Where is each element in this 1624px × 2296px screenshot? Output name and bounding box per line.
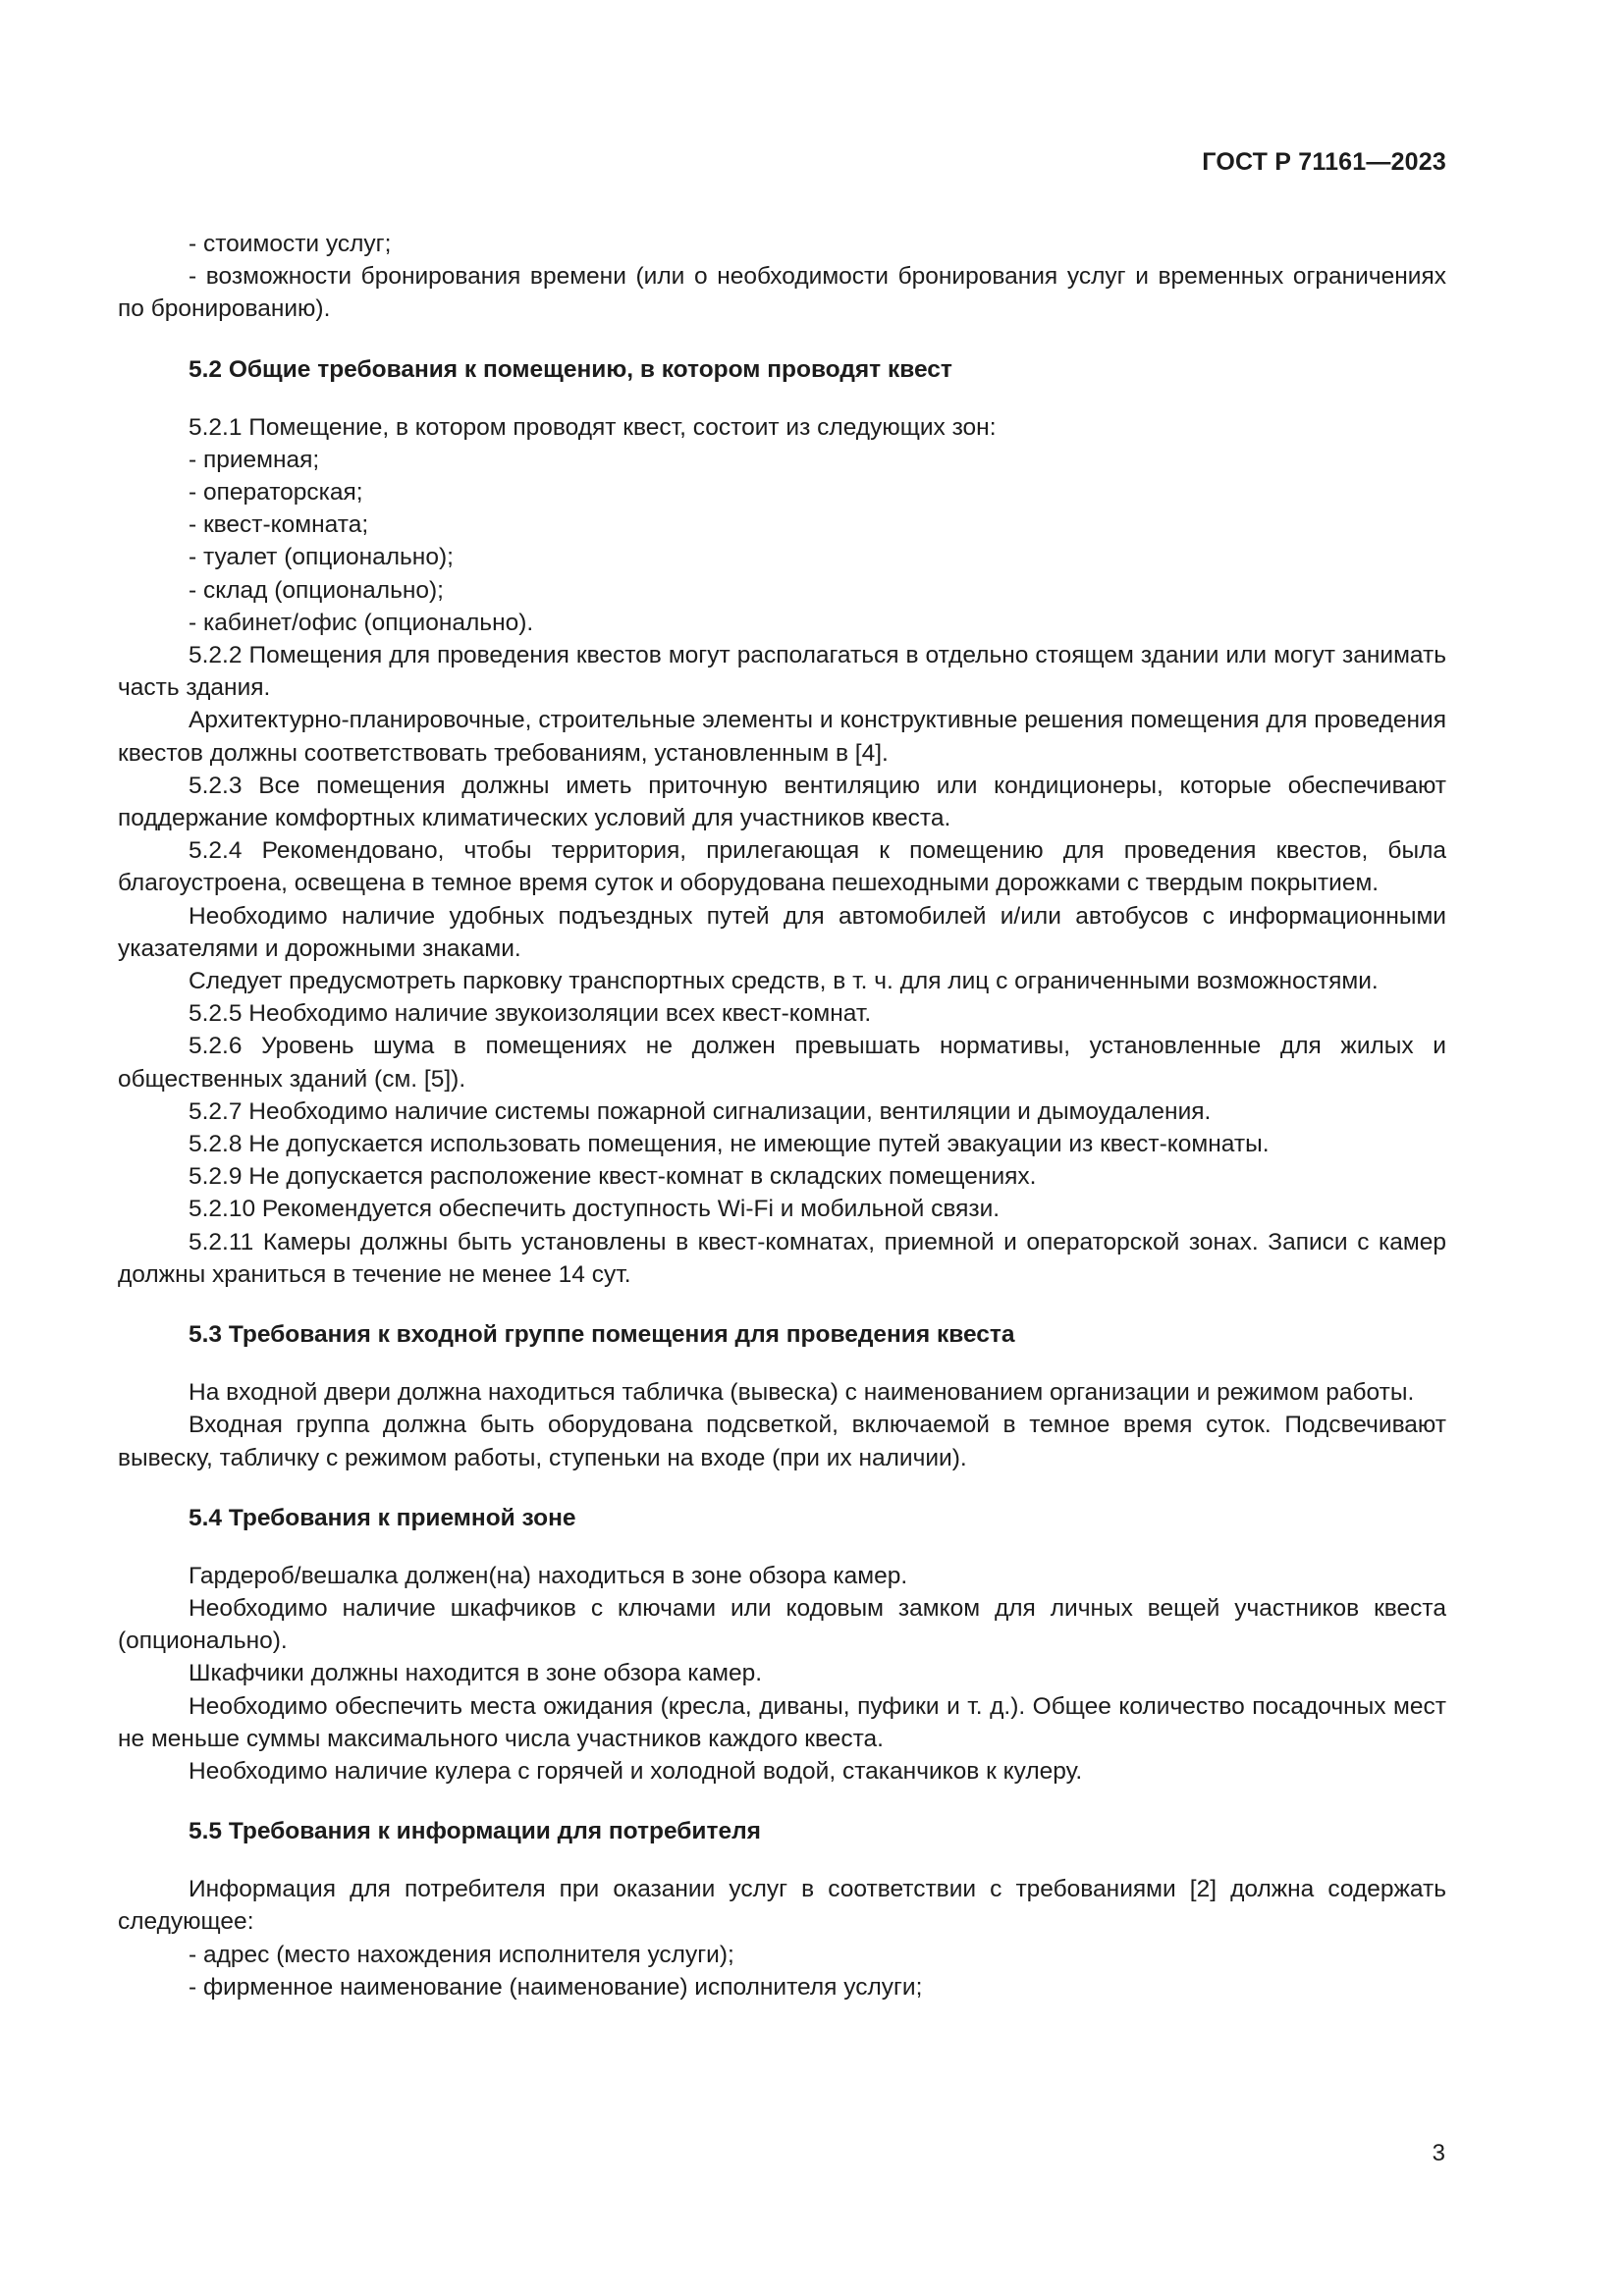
paragraph: 5.2.7 Необходимо наличие системы пожарной сигнализации, вентиляции и дымоудаления. xyxy=(189,1097,1212,1125)
paragraph: 5.2.2 Помещения для проведения квестов могут располагаться в отдельно стоящем здании или могут занимать часть здания. xyxy=(118,642,1446,702)
list-item: - адрес (место нахождения исполнителя услуги); xyxy=(189,1941,734,1968)
paragraph: Гардероб/вешалка должен(на) находиться в зоне обзора камер. xyxy=(189,1562,908,1589)
paragraph: - возможности бронирования времени (или о необходимости бронирования услуг и временных ограничениях по бронированию). xyxy=(118,263,1446,323)
paragraph: Входная группа должна быть оборудована подсветкой, включаемой в темное время суток. Подсвечивают вывеску, табличку с режимом работы, ступеньки на входе (при их наличии). xyxy=(118,1412,1446,1471)
paragraph: 5.2.3 Все помещения должны иметь приточную вентиляцию или кондиционеры, которые обеспечивают поддержание комфортных климатических условий для участников квеста. xyxy=(118,772,1446,832)
paragraph: 5.2.6 Уровень шума в помещениях не должен превышать нормативы, установленные для жилых и общественных зданий (см. [5]). xyxy=(118,1033,1446,1093)
paragraph: Архитектурно-планировочные, строительные элементы и конструктивные решения помещения для проведения квестов должны соответствовать требованиям, установленным в [4]. xyxy=(118,707,1446,767)
list-item: - туалет (опционально); xyxy=(189,544,454,571)
page-number: 3 xyxy=(1432,2140,1445,2166)
list-item: - операторская; xyxy=(189,479,363,507)
paragraph: 5.2.11 Камеры должны быть установлены в квест-комнатах, приемной и операторской зонах. Записи с камер должны храниться в течение не менее 14 сут. xyxy=(118,1228,1446,1288)
paragraph: Следует предусмотреть парковку транспортных средств, в т. ч. для лиц с ограниченными возможностями. xyxy=(189,968,1379,995)
paragraph: 5.2.10 Рекомендуется обеспечить доступность Wi-Fi и мобильной связи. xyxy=(189,1196,1001,1223)
paragraph: Информация для потребителя при оказании услуг в соответствии с требованиями [2] должна содержать следующее: xyxy=(118,1876,1446,1936)
section-heading-5-3: 5.3 Требования к входной группе помещения для проведения квеста xyxy=(189,1321,1015,1349)
paragraph: Шкафчики должны находится в зоне обзора камер. xyxy=(189,1660,763,1687)
section-heading-5-5: 5.5 Требования к информации для потребителя xyxy=(189,1818,761,1845)
paragraph: 5.2.5 Необходимо наличие звукоизоляции всех квест-комнат. xyxy=(189,1000,872,1028)
paragraph: 5.2.1 Помещение, в котором проводят квест, состоит из следующих зон: xyxy=(189,413,997,441)
paragraph: Необходимо наличие удобных подъездных путей для автомобилей и/или автобусов с информационными указателями и дорожными знаками. xyxy=(118,902,1446,962)
paragraph: Необходимо наличие кулера с горячей и холодной водой, стаканчиков к кулеру. xyxy=(189,1757,1083,1785)
paragraph: 5.2.8 Не допускается использовать помещения, не имеющие путей эвакуации из квест-комнаты. xyxy=(189,1131,1270,1158)
document-body xyxy=(118,228,1446,2003)
list-item: - приемная; xyxy=(189,446,320,473)
list-item: - фирменное наименование (наименование) исполнителя услуги; xyxy=(189,1973,923,2001)
paragraph: 5.2.9 Не допускается расположение квест-комнат в складских помещениях. xyxy=(189,1163,1037,1191)
section-heading-5-2: 5.2 Общие требования к помещению, в котором проводят квест xyxy=(189,355,952,383)
paragraph: Необходимо наличие шкафчиков с ключами или кодовым замком для личных вещей участников квеста (опционально). xyxy=(118,1594,1446,1655)
list-item: - стоимости услуг; xyxy=(189,231,392,257)
list-item: - кабинет/офис (опционально). xyxy=(189,609,534,636)
section-heading-5-4: 5.4 Требования к приемной зоне xyxy=(189,1504,576,1531)
document-code-header: ГОСТ Р 71161—2023 xyxy=(1202,148,1446,176)
paragraph: На входной двери должна находиться табличка (вывеска) с наименованием организации и режимом работы. xyxy=(189,1379,1415,1407)
list-item: - квест-комната; xyxy=(189,511,369,539)
list-item: - склад (опционально); xyxy=(189,576,444,604)
paragraph: 5.2.4 Рекомендовано, чтобы территория, прилегающая к помещению для проведения квестов, была благоустроена, освещена в темное время суток и оборудована пешеходными дорожками с твердым покрытием. xyxy=(118,837,1446,897)
paragraph: Необходимо обеспечить места ожидания (кресла, диваны, пуфики и т. д.). Общее количество посадочных мест не меньше суммы максимального числа участников каждого квеста. xyxy=(118,1692,1446,1752)
